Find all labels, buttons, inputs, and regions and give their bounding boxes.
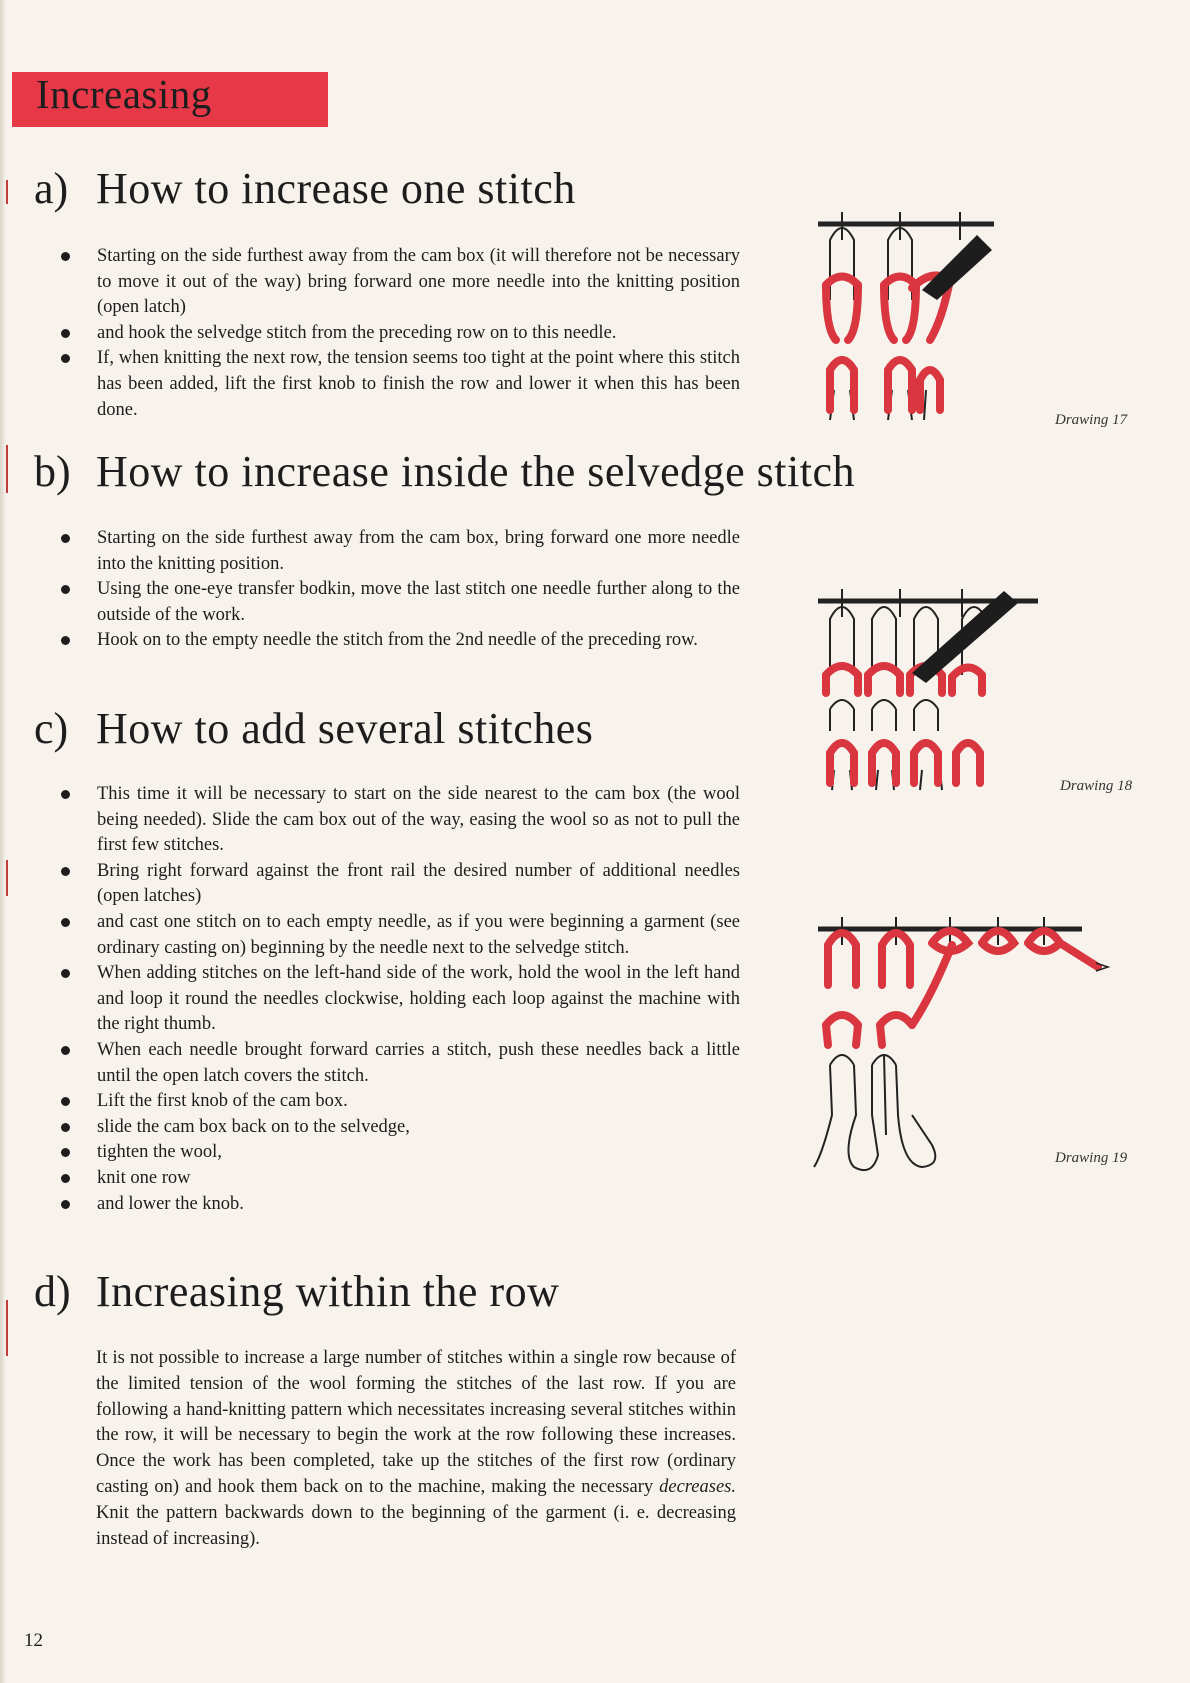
section-a-letter: a) [34, 164, 69, 213]
bullet-icon [61, 354, 70, 363]
edge-mark [6, 180, 8, 204]
list-item: Starting on the side furthest away from the cam box (it will therefore not be necessary to move it out of the way) bring forward one more needle into the knitting position (open latch) [56, 244, 740, 321]
edge-mark [6, 1300, 8, 1356]
section-c-list [56, 782, 740, 1217]
drawing-18-caption: Drawing 18 [1060, 778, 1133, 794]
section-d-letter: d) [34, 1267, 71, 1316]
drawing-18-illustration [812, 585, 1042, 795]
edge-mark [6, 445, 8, 493]
section-c-letter: c) [34, 704, 69, 753]
section-c-title: How to add several stitches [96, 704, 594, 753]
list-item: tighten the wool, [56, 1140, 740, 1166]
bullet-icon [61, 534, 70, 543]
emphasis-text: decreases. [659, 1476, 736, 1497]
bullet-icon [61, 918, 70, 927]
section-a-list [56, 244, 740, 423]
list-item: and cast one stitch on to each empty needle, as if you were beginning a garment (see ordinary casting on) beginning by the needle next to the selvedge stitch. [56, 910, 740, 961]
section-a-title: How to increase one stitch [96, 164, 576, 213]
edge-mark [6, 860, 8, 896]
drawing-17-illustration [812, 210, 1002, 426]
section-d-paragraph: It is not possible to increase a large number of stitches within a single row because of the limited tension of the wool forming the stitches of the last row. If you are following a hand-knitting pattern which necessitates increasing several stitches within the row, it will be necessary to begin the work at the row following these increases. Once the work has been completed, take up the stitches of the first row (ordinary casting on) and hook them back on to the machine, making the necessary decreases. Knit the pattern backwards down to the beginning of the garment (i. e. decreasing instead of increasing). [96, 1348, 736, 1549]
list-item: and hook the selvedge stitch from the preceding row on to this needle. [56, 321, 740, 347]
list-item: Using the one-eye transfer bodkin, move the last stitch one needle further along to the outside of the work. [56, 577, 740, 628]
list-item: If, when knitting the next row, the tension seems too tight at the point where this stitch has been added, lift the first knob to finish the row and lower it when this has been done. [56, 346, 740, 423]
bullet-icon [61, 969, 70, 978]
bullet-icon [61, 329, 70, 338]
bullet-icon [61, 252, 70, 261]
drawing-17-caption: Drawing 17 [1055, 412, 1128, 428]
bullet-icon [61, 867, 70, 876]
bullet-icon [61, 1148, 70, 1157]
bullet-icon [61, 1174, 70, 1183]
list-item: This time it will be necessary to start on the side nearest to the cam box (the wool being needed). Slide the cam box out of the way, easing the wool so as not to pull the first few stitches. [56, 782, 740, 859]
section-b-title: How to increase inside the selvedge stitch [96, 447, 856, 496]
section-d-title: Increasing within the row [96, 1267, 560, 1316]
bullet-icon [61, 1097, 70, 1106]
page-number: 12 [24, 1630, 43, 1651]
bullet-icon [61, 790, 70, 799]
list-item: slide the cam box back on to the selvedge, [56, 1115, 740, 1141]
list-item: When adding stitches on the left-hand side of the work, hold the wool in the left hand and loop it round the needles clockwise, holding each loop against the machine with the right thumb. [56, 961, 740, 1038]
drawing-19-illustration [812, 915, 1112, 1175]
list-item: Bring right forward against the front rail the desired number of additional needles (open latches) [56, 859, 740, 910]
bullet-icon [61, 636, 70, 645]
page-edge [0, 0, 6, 1683]
section-b-list [56, 526, 740, 654]
list-item: Lift the first knob of the cam box. [56, 1089, 740, 1115]
section-b-letter: b) [34, 447, 71, 496]
bullet-icon [61, 1200, 70, 1209]
bullet-icon [61, 585, 70, 594]
list-item: and lower the knob. [56, 1192, 740, 1218]
drawing-19-caption: Drawing 19 [1055, 1150, 1128, 1166]
bullet-icon [61, 1123, 70, 1132]
list-item: When each needle brought forward carries a stitch, push these needles back a little until the open latch covers the stitch. [56, 1038, 740, 1089]
list-item: Hook on to the empty needle the stitch from the 2nd needle of the preceding row. [56, 628, 740, 654]
list-item: knit one row [56, 1166, 740, 1192]
banner-title: Increasing [36, 71, 212, 117]
list-item: Starting on the side furthest away from the cam box, bring forward one more needle into the knitting position. [56, 526, 740, 577]
bullet-icon [61, 1046, 70, 1055]
